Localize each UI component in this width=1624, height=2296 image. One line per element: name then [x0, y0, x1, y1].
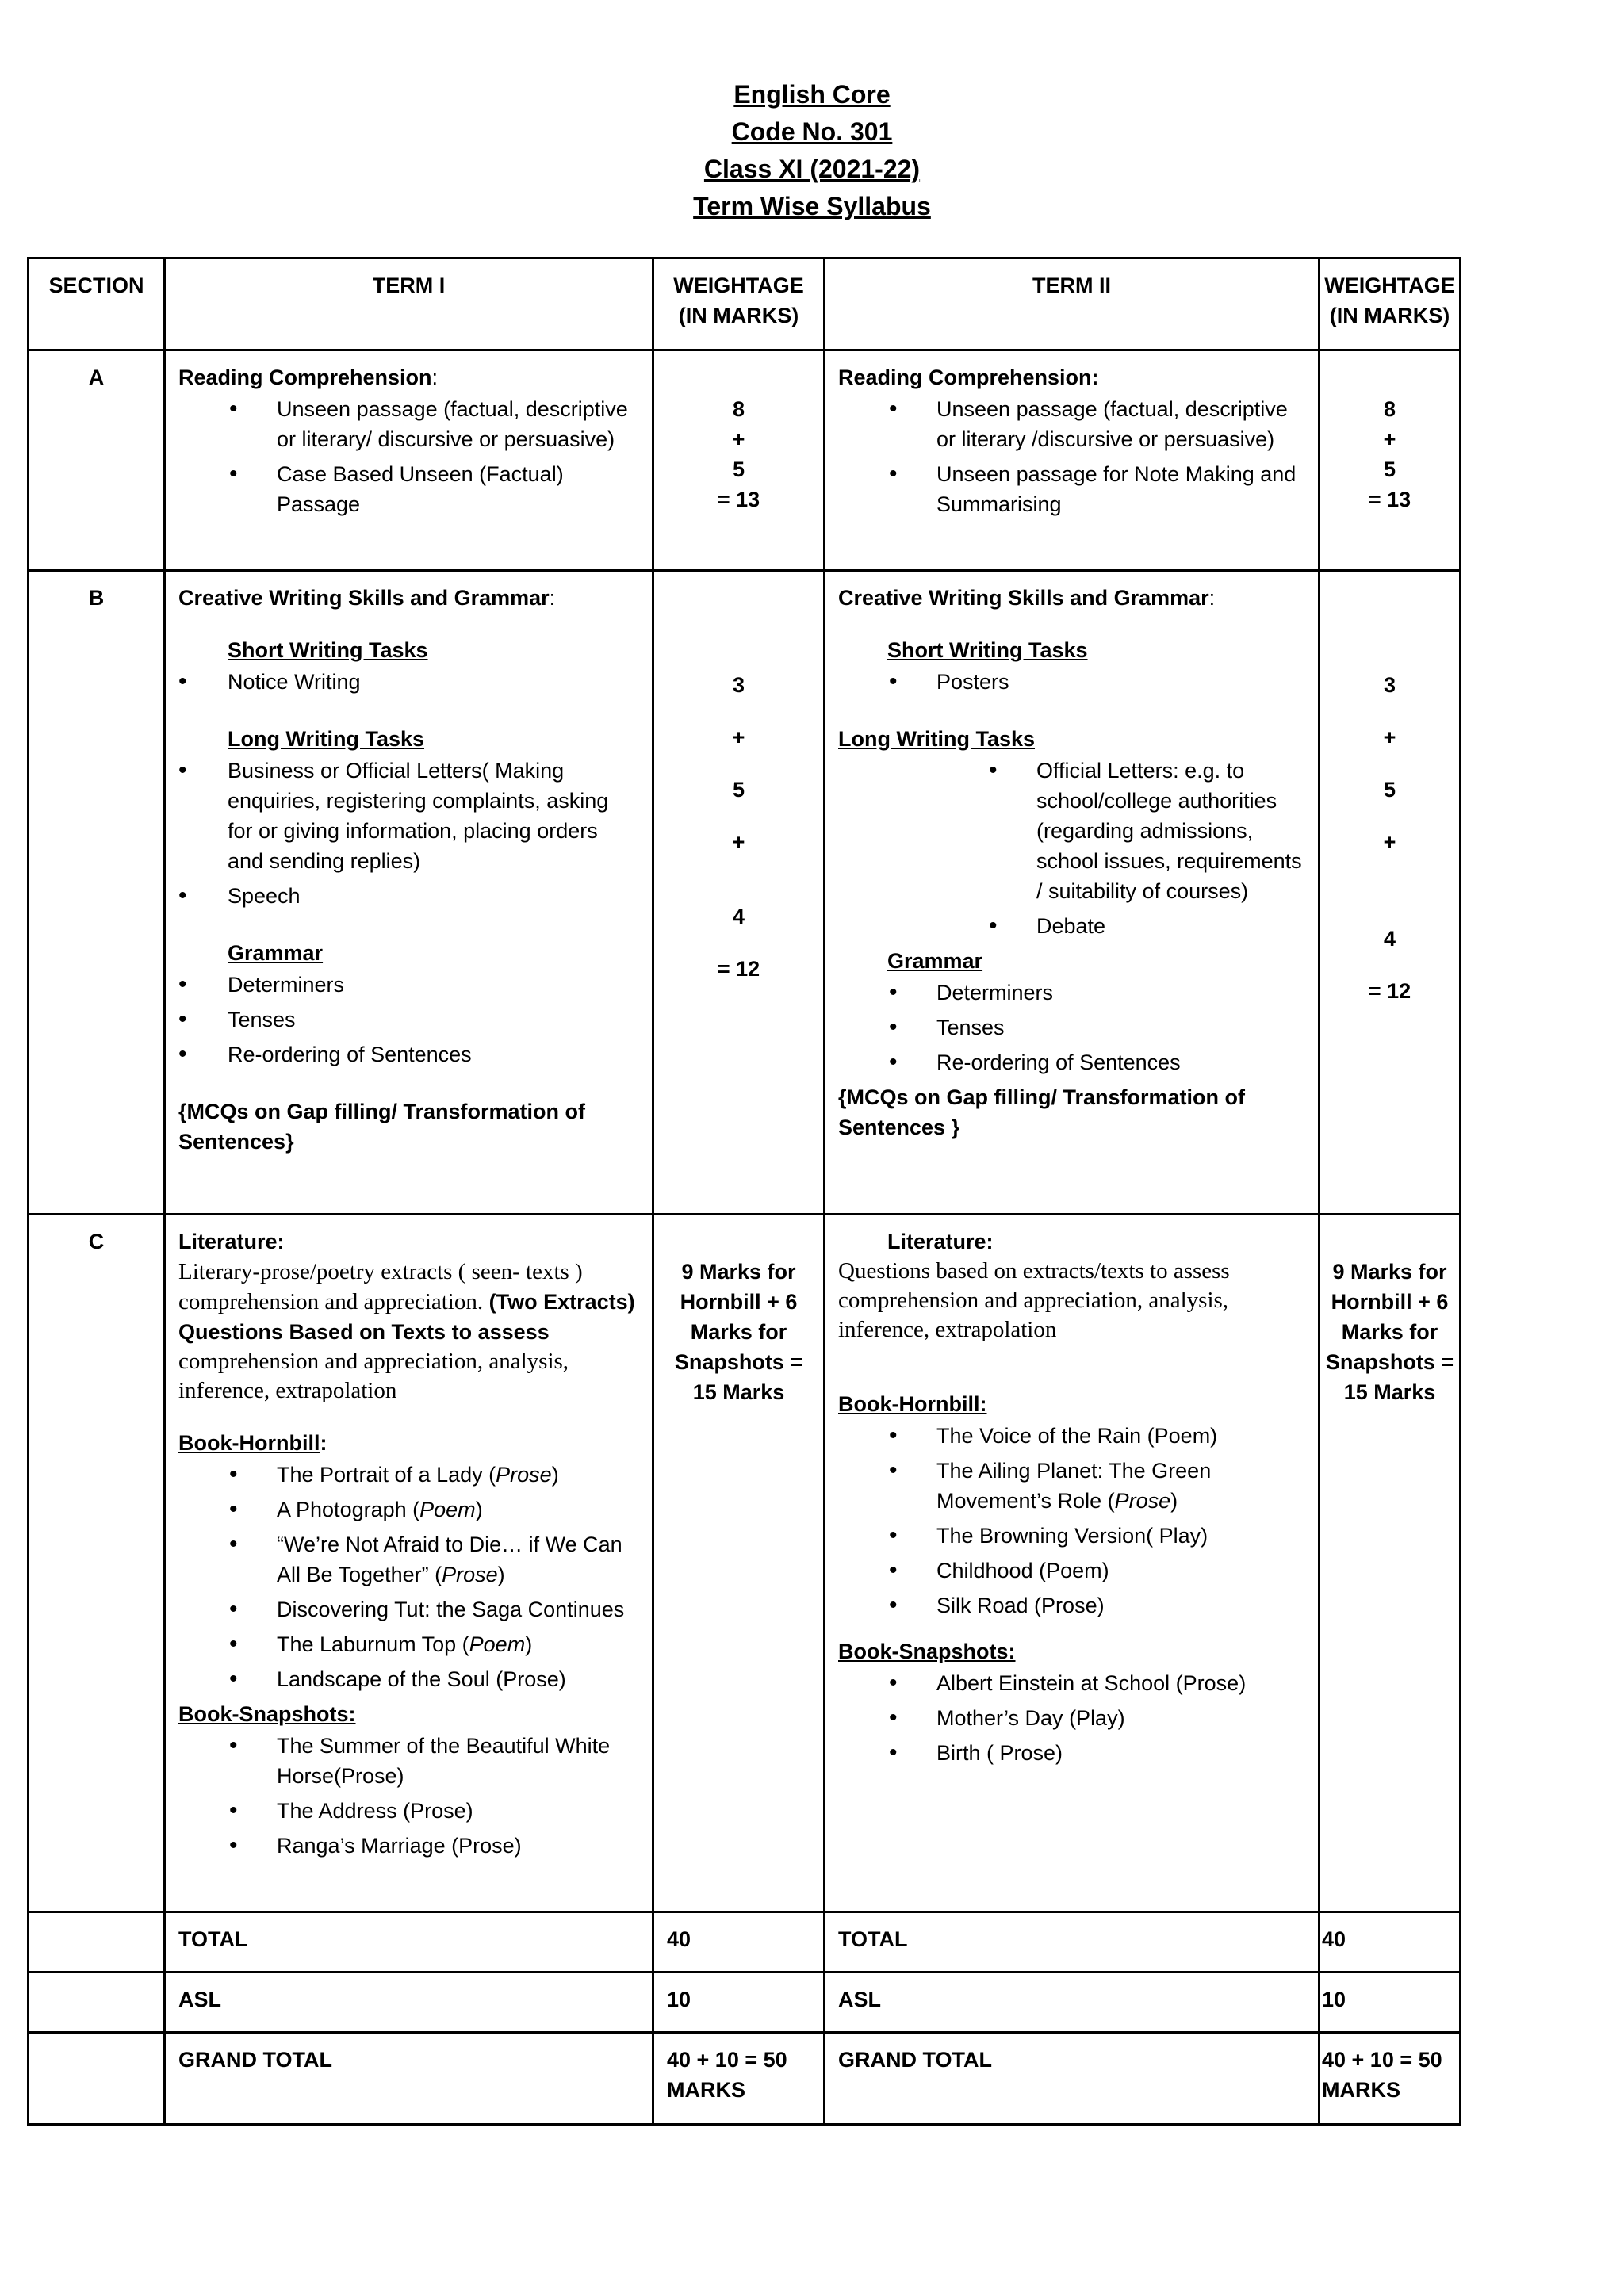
- list-item: • Albert Einstein at School (Prose): [838, 1668, 1305, 1698]
- section-b-t1-long-list: [178, 756, 639, 911]
- section-c-term1: [165, 1215, 653, 1912]
- weight-value: 4: [1383, 927, 1396, 951]
- header-section: SECTION: [29, 258, 165, 350]
- snapshots-list: [178, 1731, 639, 1861]
- asl-label: ASL: [165, 1973, 653, 2033]
- weight-value: 8: [1383, 397, 1396, 421]
- hornbill-list: [178, 1460, 639, 1694]
- list-item: • Notice Writing: [178, 667, 639, 697]
- weight-value: +: [1383, 427, 1396, 451]
- header-term1: TERM I: [165, 258, 653, 350]
- weight-value: = 12: [717, 957, 760, 981]
- list-item: • Unseen passage (factual, descriptive or literary /discursive or persuasive): [838, 394, 1305, 454]
- list-item: • The Laburnum Top (Poem): [178, 1629, 639, 1659]
- long-writing-heading: Long Writing Tasks: [228, 727, 425, 751]
- heading-suffix: :: [431, 365, 439, 389]
- table-header-row: [29, 258, 1461, 350]
- list-item: • Unseen passage for Note Making and Summarising: [838, 459, 1305, 519]
- extract-text: Literary-prose/poetry extracts ( seen- texts ) comprehension and appreciation.: [178, 1259, 583, 1314]
- section-b-t2-long-list: [838, 756, 1305, 941]
- questions-heading: Questions Based on Texts to assess: [178, 1320, 550, 1344]
- empty-cell: [29, 2033, 165, 2125]
- list-item: • Re-ordering of Sentences: [178, 1039, 639, 1070]
- section-c-weightage1: [653, 1215, 825, 1912]
- long-writing-heading: Long Writing Tasks: [838, 727, 1036, 751]
- literature-heading: Literature:: [178, 1230, 285, 1253]
- list-item: • The Browning Version( Play): [838, 1521, 1305, 1551]
- weight-value: = 13: [717, 488, 760, 511]
- list-item: • The Voice of the Rain (Poem): [838, 1421, 1305, 1451]
- literature-heading: Literature:: [887, 1230, 994, 1253]
- section-b-t2-heading: Creative Writing Skills and Grammar: [838, 586, 1209, 610]
- weight-value: = 12: [1368, 979, 1411, 1003]
- asl-term1: 10: [653, 1973, 825, 2033]
- section-b-t2-short-list: [838, 667, 1305, 697]
- weight-value: 5: [1383, 457, 1396, 481]
- questions-text: Questions based on extracts/texts to assess comprehension and appreciation, analysis, inference, extrapolation: [838, 1258, 1230, 1342]
- section-a-t2-list: [838, 394, 1305, 519]
- section-a-weightage1: [653, 350, 825, 571]
- list-item: • Determiners: [178, 970, 639, 1000]
- snapshots-heading: Book-Snapshots:: [178, 1702, 356, 1726]
- list-item: • Official Letters: e.g. to school/college authorities (regarding admissions, school issues, requirements / suitability of courses): [838, 756, 1305, 906]
- weight-value: = 13: [1368, 488, 1411, 511]
- grand-total-term1: 40 + 10 = 50 MARKS: [653, 2033, 825, 2125]
- empty-cell: [29, 1912, 165, 1973]
- list-item: • Landscape of the Soul (Prose): [178, 1664, 639, 1694]
- snapshots-list: [838, 1668, 1305, 1768]
- section-label-a: A: [29, 350, 165, 571]
- list-item: • Silk Road (Prose): [838, 1590, 1305, 1621]
- grand-total-term2: 40 + 10 = 50 MARKS: [1320, 2033, 1461, 2125]
- list-item: • The Summer of the Beautiful White Horse(Prose): [178, 1731, 639, 1791]
- grand-total-label: GRAND TOTAL: [165, 2033, 653, 2125]
- weight-value: +: [732, 830, 745, 854]
- section-b-weightage1: [653, 571, 825, 1215]
- weight-value: 8: [732, 397, 745, 421]
- list-item: • Posters: [838, 667, 1305, 697]
- list-item: • Debate: [838, 911, 1305, 941]
- heading-suffix: :: [1208, 586, 1216, 610]
- weight-value: 5: [732, 457, 745, 481]
- list-item: • Tenses: [838, 1012, 1305, 1043]
- list-item: • The Ailing Planet: The Green Movement’s Role (Prose): [838, 1456, 1305, 1516]
- section-c-term2: [825, 1215, 1320, 1912]
- weight-value: 4: [732, 905, 745, 928]
- weight-value: +: [732, 427, 745, 451]
- list-item: • Determiners: [838, 978, 1305, 1008]
- weight-value: 3: [732, 673, 745, 697]
- header-weightage2: WEIGHTAGE (IN MARKS): [1320, 258, 1461, 350]
- list-item: • A Photograph (Poem): [178, 1494, 639, 1525]
- table-row-section-a: [29, 350, 1461, 571]
- section-a-t2-heading: Reading Comprehension:: [838, 365, 1099, 389]
- document-title-block: [0, 76, 1624, 225]
- syllabus-table: [27, 257, 1461, 2126]
- list-item: • Re-ordering of Sentences: [838, 1047, 1305, 1077]
- section-b-t1-grammar-list: [178, 970, 639, 1070]
- total-term2: 40: [1320, 1912, 1461, 1973]
- class-year: Class XI (2021-22): [703, 155, 921, 183]
- section-b-term1: [165, 571, 653, 1215]
- section-label-b: B: [29, 571, 165, 1215]
- section-b-t1-short-list: [178, 667, 639, 697]
- list-item: • Ranga’s Marriage (Prose): [178, 1831, 639, 1861]
- list-item: • Speech: [178, 881, 639, 911]
- extract-count: (Two Extracts): [488, 1290, 635, 1314]
- heading-suffix: :: [320, 1431, 327, 1455]
- weight-value: 9 Marks for Hornbill + 6 Marks for Snapshots = 15 Marks: [1325, 1260, 1454, 1404]
- heading-suffix: :: [549, 586, 556, 610]
- asl-label: ASL: [825, 1973, 1320, 2033]
- weight-value: 5: [1383, 778, 1396, 802]
- weight-value: +: [1383, 725, 1396, 749]
- section-a-weightage2: [1320, 350, 1461, 571]
- list-item: • Case Based Unseen (Factual) Passage: [178, 459, 639, 519]
- section-b-weightage2: [1320, 571, 1461, 1215]
- short-writing-heading: Short Writing Tasks: [887, 638, 1088, 662]
- list-item: • Unseen passage (factual, descriptive or literary/ discursive or persuasive): [178, 394, 639, 454]
- weight-value: 5: [732, 778, 745, 802]
- empty-cell: [29, 1973, 165, 2033]
- short-writing-heading: Short Writing Tasks: [228, 638, 428, 662]
- list-item: • Mother’s Day (Play): [838, 1703, 1305, 1733]
- weight-value: +: [1383, 830, 1396, 854]
- table-row-asl: [29, 1973, 1461, 2033]
- asl-term2: 10: [1320, 1973, 1461, 2033]
- list-item: • Discovering Tut: the Saga Continues: [178, 1594, 639, 1624]
- list-item: • Birth ( Prose): [838, 1738, 1305, 1768]
- table-row-grand-total: [29, 2033, 1461, 2125]
- section-a-t1-heading: Reading Comprehension: [178, 365, 432, 389]
- section-b-t2-grammar-list: [838, 978, 1305, 1077]
- weight-value: 3: [1383, 673, 1396, 697]
- list-item: • The Address (Prose): [178, 1796, 639, 1826]
- weight-value: +: [732, 725, 745, 749]
- list-item: • “We’re Not Afraid to Die… if We Can All Be Together” (Prose): [178, 1529, 639, 1590]
- section-a-term2: [825, 350, 1320, 571]
- list-item: • Tenses: [178, 1004, 639, 1035]
- section-a-t1-list: [178, 394, 639, 519]
- snapshots-heading: Book-Snapshots:: [838, 1640, 1016, 1663]
- header-weightage1: WEIGHTAGE (IN MARKS): [653, 258, 825, 350]
- mcq-note: {MCQs on Gap filling/ Transformation of Sentences }: [838, 1085, 1246, 1139]
- list-item: • The Portrait of a Lady (Prose): [178, 1460, 639, 1490]
- total-label: TOTAL: [825, 1912, 1320, 1973]
- hornbill-heading: Book-Hornbill:: [838, 1392, 987, 1416]
- section-a-term1: [165, 350, 653, 571]
- table-row-total: [29, 1912, 1461, 1973]
- grand-total-label: GRAND TOTAL: [825, 2033, 1320, 2125]
- total-term1: 40: [653, 1912, 825, 1973]
- subject-title: English Core: [733, 80, 891, 109]
- mcq-note: {MCQs on Gap filling/ Transformation of Sentences}: [178, 1100, 586, 1154]
- weight-value: 9 Marks for Hornbill + 6 Marks for Snapshots = 15 Marks: [674, 1260, 803, 1404]
- table-row-section-b: [29, 571, 1461, 1215]
- grammar-heading: Grammar: [887, 949, 983, 973]
- section-b-t1-heading: Creative Writing Skills and Grammar: [178, 586, 550, 610]
- questions-text: comprehension and appreciation, analysis, inference, extrapolation: [178, 1349, 569, 1403]
- grammar-heading: Grammar: [228, 941, 324, 965]
- code-number: Code No. 301: [731, 117, 893, 146]
- hornbill-heading: Book-Hornbill: [178, 1431, 320, 1455]
- header-term2: TERM II: [825, 258, 1320, 350]
- total-label: TOTAL: [165, 1912, 653, 1973]
- hornbill-list: [838, 1421, 1305, 1621]
- section-c-weightage2: [1320, 1215, 1461, 1912]
- list-item: • Business or Official Letters( Making enquiries, registering complaints, asking for or giving information, placing orders and sending replies): [178, 756, 639, 876]
- list-item: • Childhood (Poem): [838, 1556, 1305, 1586]
- section-label-c: C: [29, 1215, 165, 1912]
- table-row-section-c: [29, 1215, 1461, 1912]
- section-b-term2: [825, 571, 1320, 1215]
- syllabus-title: Term Wise Syllabus: [693, 192, 931, 220]
